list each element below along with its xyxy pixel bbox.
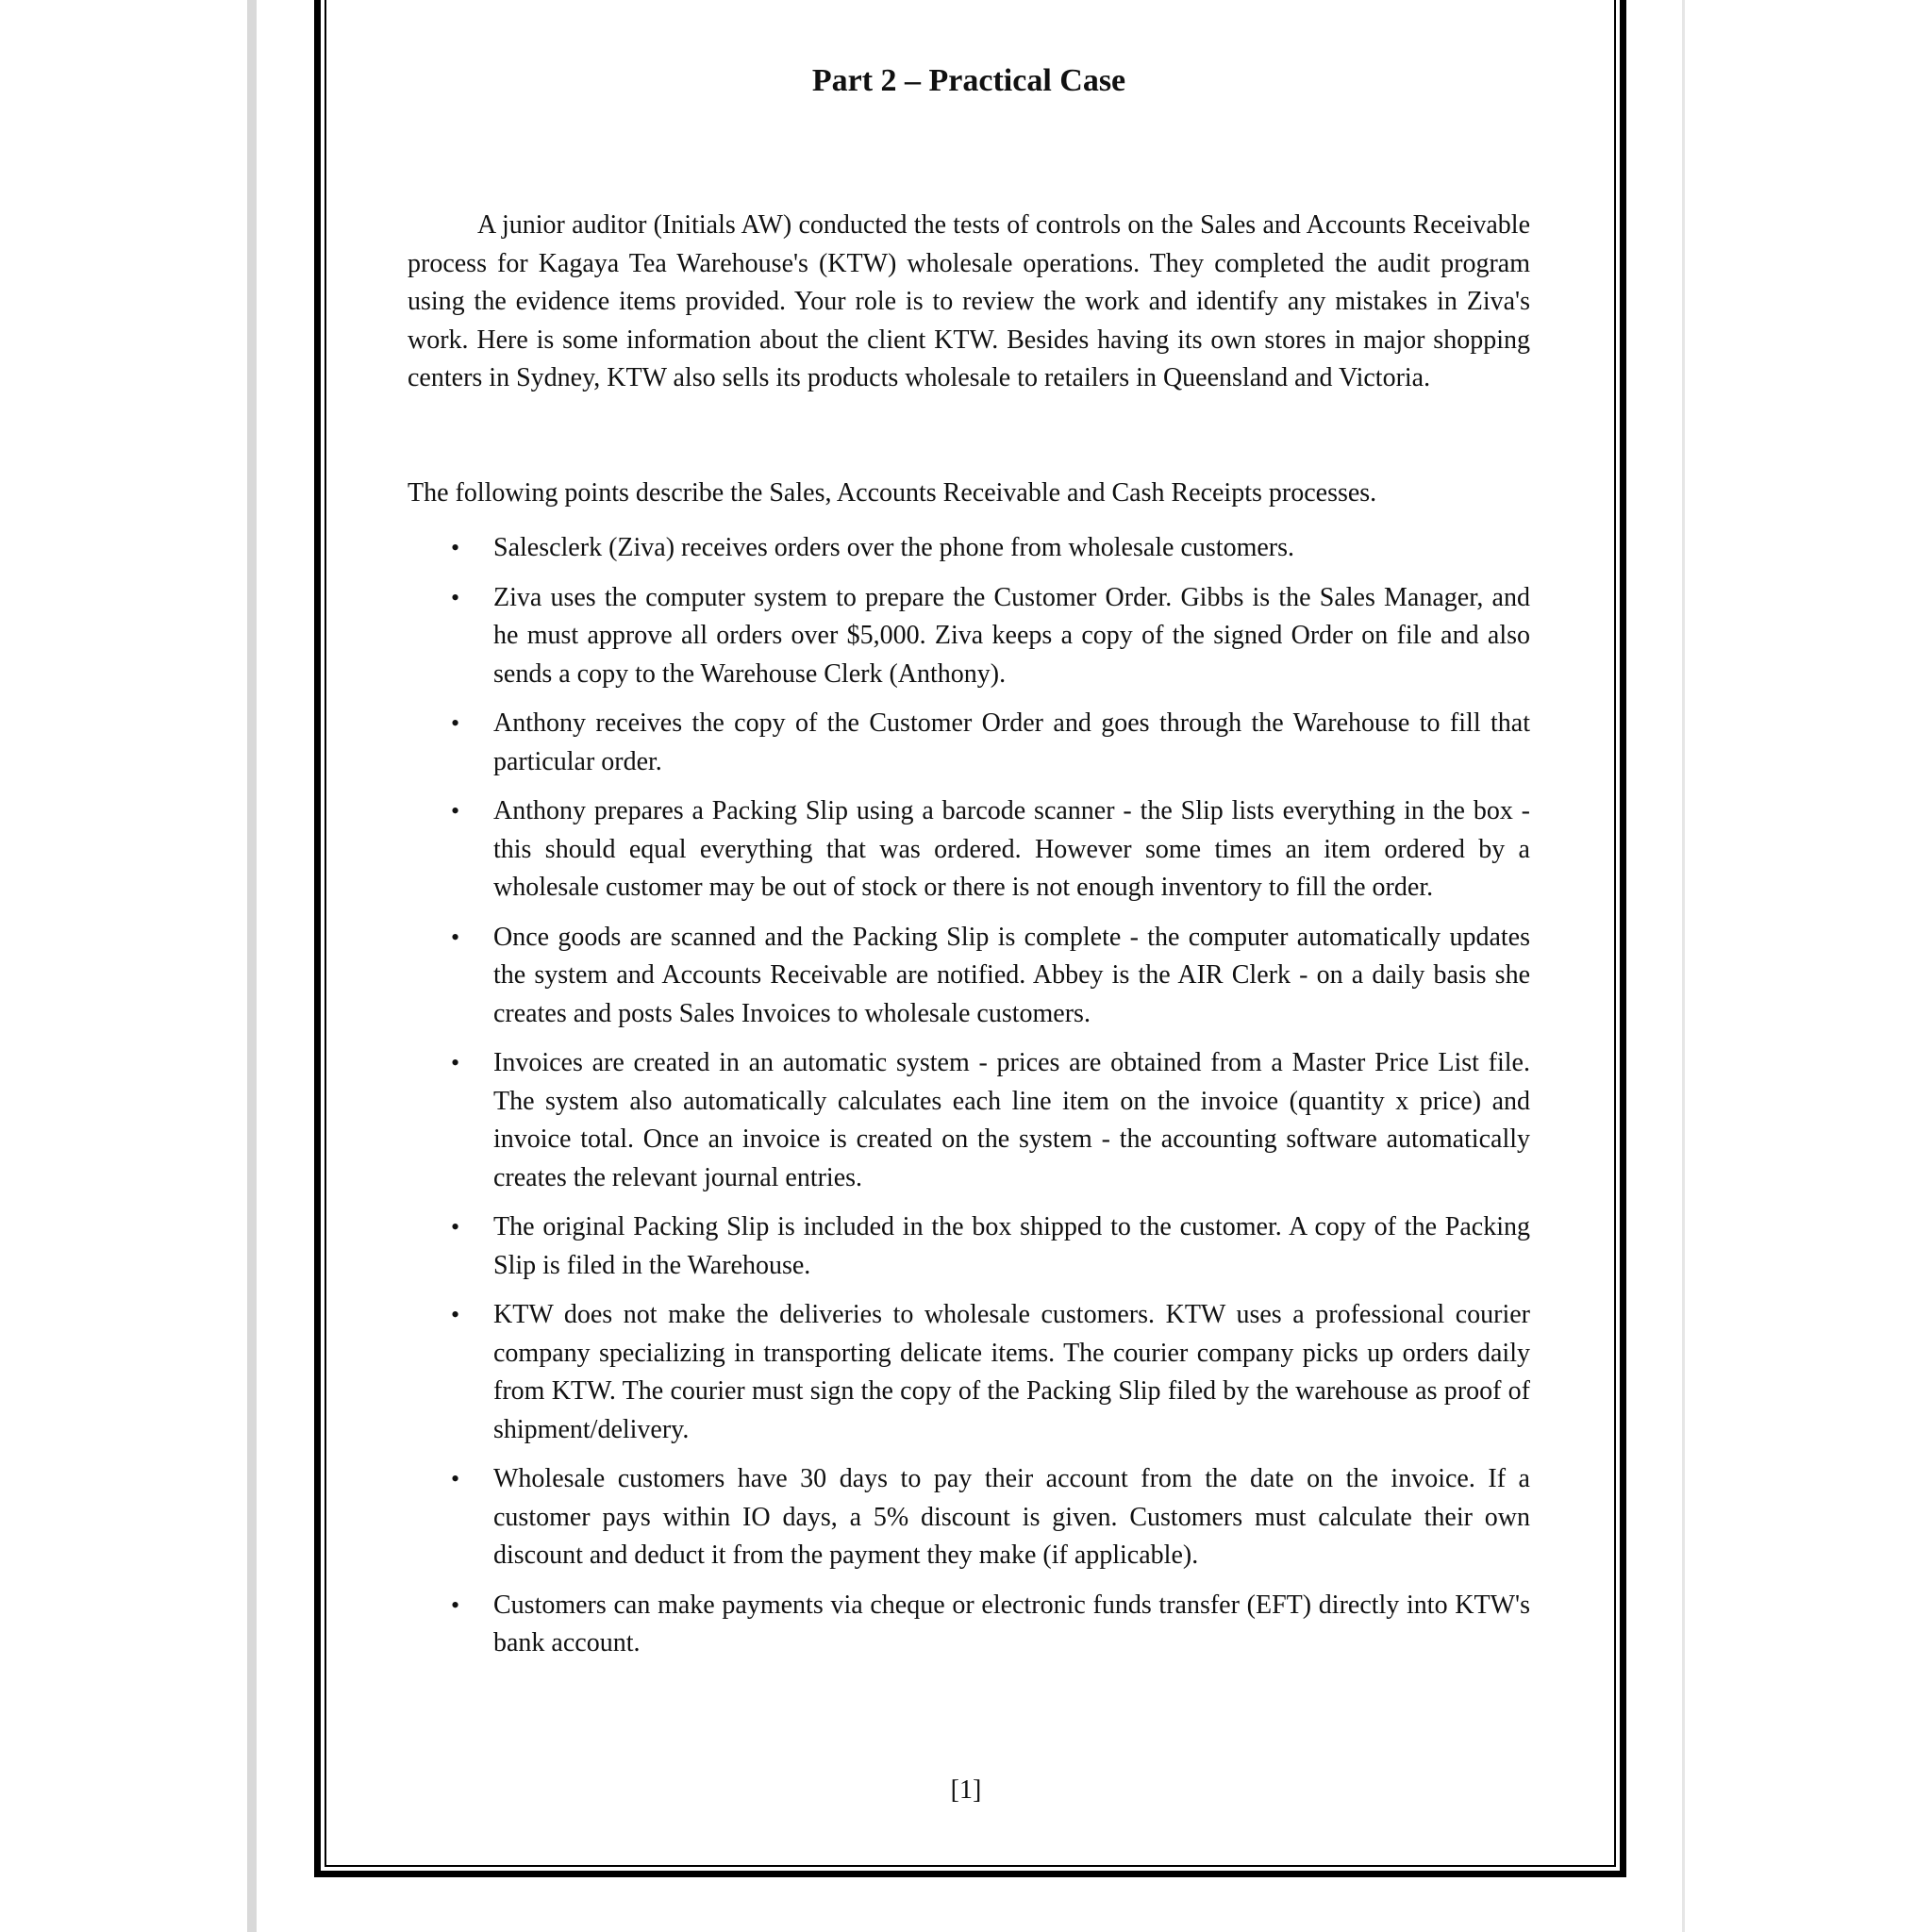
process-point-text: Customers can make payments via cheque or electronic funds transfer (EFT) directly into KTW's bank account. <box>493 1590 1530 1657</box>
bullet-icon: • <box>451 1213 460 1241</box>
process-point <box>408 919 1530 1034</box>
viewer-right-rail <box>1682 0 1685 1932</box>
process-point-text: Salesclerk (Ziva) receives orders over the phone from wholesale customers. <box>493 533 1295 562</box>
process-point-text: Anthony prepares a Packing Slip using a barcode scanner - the Slip lists everything in the box - this should equal everything that was ordered. However some times an item ordered by a wholesale customer may be out of stock or there is not enough inventory to fill the order. <box>493 796 1530 902</box>
bullet-icon: • <box>451 1591 460 1619</box>
process-point <box>408 579 1530 694</box>
process-point-text: Wholesale customers have 30 days to pay their account from the date on the invoice. If a customer pays within IO days, a 5% discount is given. Customers must calculate their own discount and deduct it from the payment they make (if applicable). <box>493 1464 1530 1570</box>
process-points-list <box>408 529 1530 1663</box>
bullet-icon: • <box>451 1049 460 1076</box>
bullet-icon: • <box>451 1465 460 1492</box>
bullet-icon: • <box>451 534 460 561</box>
process-point-text: KTW does not make the deliveries to wholesale customers. KTW uses a professional courier company specializing in transporting delicate items. The courier company picks up orders daily from KTW. The courier must sign the copy of the Packing Slip filed by the warehouse as proof of shipment/delivery. <box>493 1300 1530 1444</box>
bullet-icon: • <box>451 583 460 611</box>
page-title: Part 2 – Practical Case <box>811 63 1126 98</box>
process-lead-paragraph: The following points describe the Sales, Accounts Receivable and Cash Receipts processes. <box>408 477 1377 508</box>
process-point <box>408 1044 1530 1197</box>
process-point-text: Anthony receives the copy of the Customer Order and goes through the Warehouse to fill that particular order. <box>493 708 1530 776</box>
bullet-icon: • <box>451 923 460 951</box>
bullet-icon: • <box>451 1301 460 1328</box>
process-point <box>408 1208 1530 1285</box>
intro-paragraph: A junior auditor (Initials AW) conducted the tests of controls on the Sales and Accounts Receivable process for Kagaya Tea Warehouse's (KTW) wholesale operations. They completed the audit program using the evidence items provided. Your role is to review the work and identify any mistakes in Ziva's work. Here is some information about the client KTW. Besides having its own stores in major shopping centers in Sydney, KTW also sells its products wholesale to retailers in Queensland and Victoria. <box>408 210 1530 392</box>
bullet-icon: • <box>451 797 460 824</box>
process-point <box>408 705 1530 781</box>
process-point <box>408 1587 1530 1663</box>
bullet-icon: • <box>451 709 460 737</box>
process-point <box>408 792 1530 908</box>
process-point <box>408 1460 1530 1575</box>
page-number: [1] <box>950 1775 982 1805</box>
page-content <box>408 57 1530 1674</box>
process-point-text: The original Packing Slip is included in the box shipped to the customer. A copy of the Packing Slip is filed in the Warehouse. <box>493 1212 1530 1280</box>
process-point-text: Ziva uses the computer system to prepare the Customer Order. Gibbs is the Sales Manager, and he must approve all orders over $5,000. Ziva keeps a copy of the signed Order on file and also sends a copy to the Warehouse Clerk (Anthony). <box>493 582 1530 689</box>
viewer-left-rail <box>247 0 257 1932</box>
process-point <box>408 529 1530 568</box>
process-point-text: Once goods are scanned and the Packing Slip is complete - the computer automatically updates the system and Accounts Receivable are notified. Abbey is the AIR Clerk - on a daily basis she creates and posts Sales Invoices to wholesale customers. <box>493 922 1530 1028</box>
process-point <box>408 1296 1530 1449</box>
process-point-text: Invoices are created in an automatic system - prices are obtained from a Master Price List file. The system also automatically calculates each line item on the invoice (quantity x price) and invoice total. Once an invoice is created on the system - the accounting software automatically creates the relevant journal entries. <box>493 1048 1530 1192</box>
